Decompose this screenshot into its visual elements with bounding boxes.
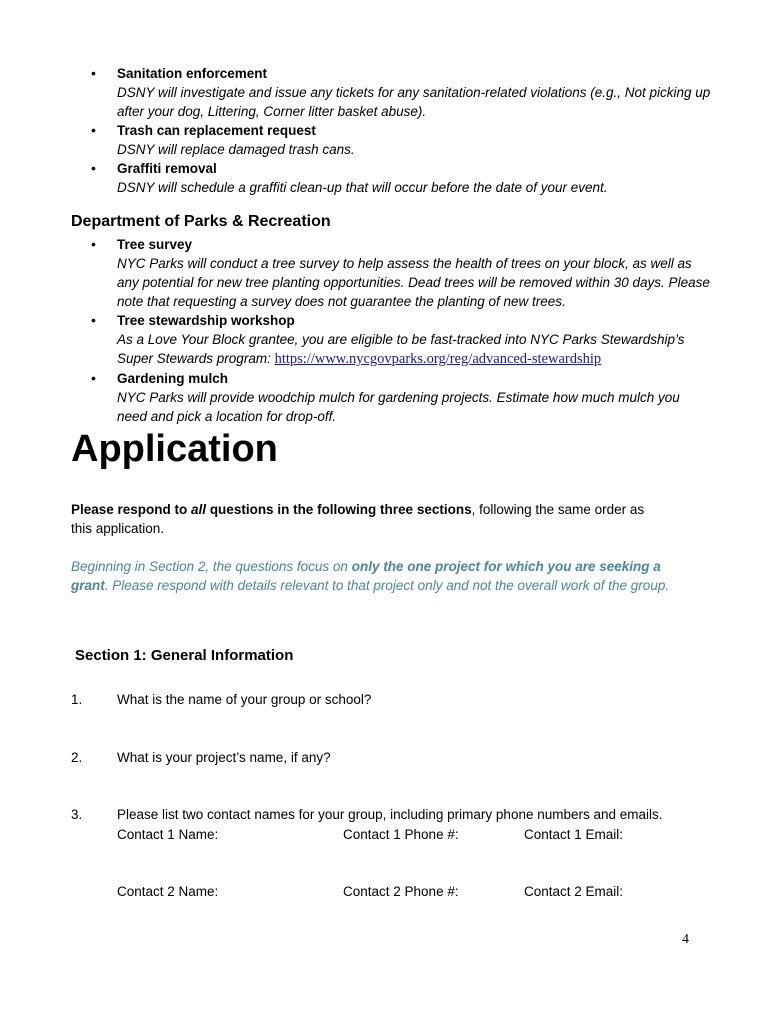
question-number: 2. [71, 750, 83, 765]
item-title: Gardening mulch [117, 371, 229, 386]
item-title: Graffiti removal [117, 161, 217, 176]
list-item [91, 369, 711, 426]
list-item [91, 159, 711, 197]
contact-1-phone-label: Contact 1 Phone #: [343, 827, 459, 842]
intro-bold-1: Please respond to [71, 502, 192, 517]
question-text: What is your project’s name, if any? [117, 750, 331, 765]
stewardship-link[interactable]: https://www.nycgovparks.org/reg/advanced-stewardship [274, 351, 602, 367]
bullet-icon: • [91, 312, 96, 328]
page-number: 4 [682, 932, 689, 947]
question-number: 3. [71, 807, 83, 822]
list-item [91, 311, 711, 369]
contact-1-name-label: Contact 1 Name: [117, 827, 219, 842]
item-title: Sanitation enforcement [117, 66, 268, 81]
item-description [117, 330, 711, 369]
question-number: 1. [71, 692, 83, 707]
application-intro [71, 500, 661, 538]
bullet-icon: • [91, 370, 96, 386]
item-title: Tree stewardship workshop [117, 313, 295, 328]
intro-bold-italic: all [191, 502, 207, 517]
parks-list [91, 235, 711, 426]
note-post: . Please respond with details relevant to that project only and not the overall work of the group. [104, 578, 670, 593]
question-text: Please list two contact names for your group, including primary phone numbers and emails. [117, 807, 663, 822]
question-text: What is the name of your group or school? [117, 692, 372, 707]
application-title: Application [71, 428, 278, 470]
item-description: NYC Parks will provide woodchip mulch for gardening projects. Estimate how much mulch you need and pick a location for drop-off. [117, 390, 680, 424]
list-item [91, 64, 711, 121]
bullet-icon: • [91, 236, 96, 252]
item-description: DSNY will schedule a graffiti clean-up that will occur before the date of your event. [117, 180, 608, 195]
contact-2-phone-label: Contact 2 Phone #: [343, 884, 459, 899]
list-item [91, 121, 711, 159]
item-title: Trash can replacement request [117, 123, 316, 138]
contact-2-name-label: Contact 2 Name: [117, 884, 219, 899]
item-description: NYC Parks will conduct a tree survey to help assess the health of trees on your block, as well as any potential for new tree planting opportunities. Dead trees will be removed within 30 days. Please note that requesting a survey does not guarantee the planting of new trees. [117, 256, 710, 309]
contact-1-email-label: Contact 1 Email: [524, 827, 624, 842]
bullet-icon: • [91, 65, 96, 81]
contact-2-email-label: Contact 2 Email: [524, 884, 624, 899]
section-note [71, 557, 671, 595]
intro-rest: , following the same order as this application. [71, 502, 645, 536]
item-title: Tree survey [117, 237, 193, 252]
dsny-list [91, 64, 711, 197]
item-description: DSNY will investigate and issue any tickets for any sanitation-related violations (e.g., Not picking up after your dog, Littering, Corner litter basket abuse). [117, 85, 711, 119]
item-description: DSNY will replace damaged trash cans. [117, 142, 355, 157]
list-item [91, 235, 711, 311]
note-bold: only the one project for which you are seeking a grant [71, 559, 661, 593]
bullet-icon: • [91, 122, 96, 138]
parks-heading: Department of Parks & Recreation [71, 213, 331, 230]
item-description-text: As a Love Your Block grantee, you are eligible to be fast-tracked into NYC Parks Stewardship’s Super Stewards program: [117, 332, 685, 366]
intro-bold-2: questions in the following three sections [206, 502, 472, 517]
note-pre: Beginning in Section 2, the questions focus on [71, 559, 352, 574]
bullet-icon: • [91, 160, 96, 176]
section1-heading: Section 1: General Information [75, 647, 294, 664]
